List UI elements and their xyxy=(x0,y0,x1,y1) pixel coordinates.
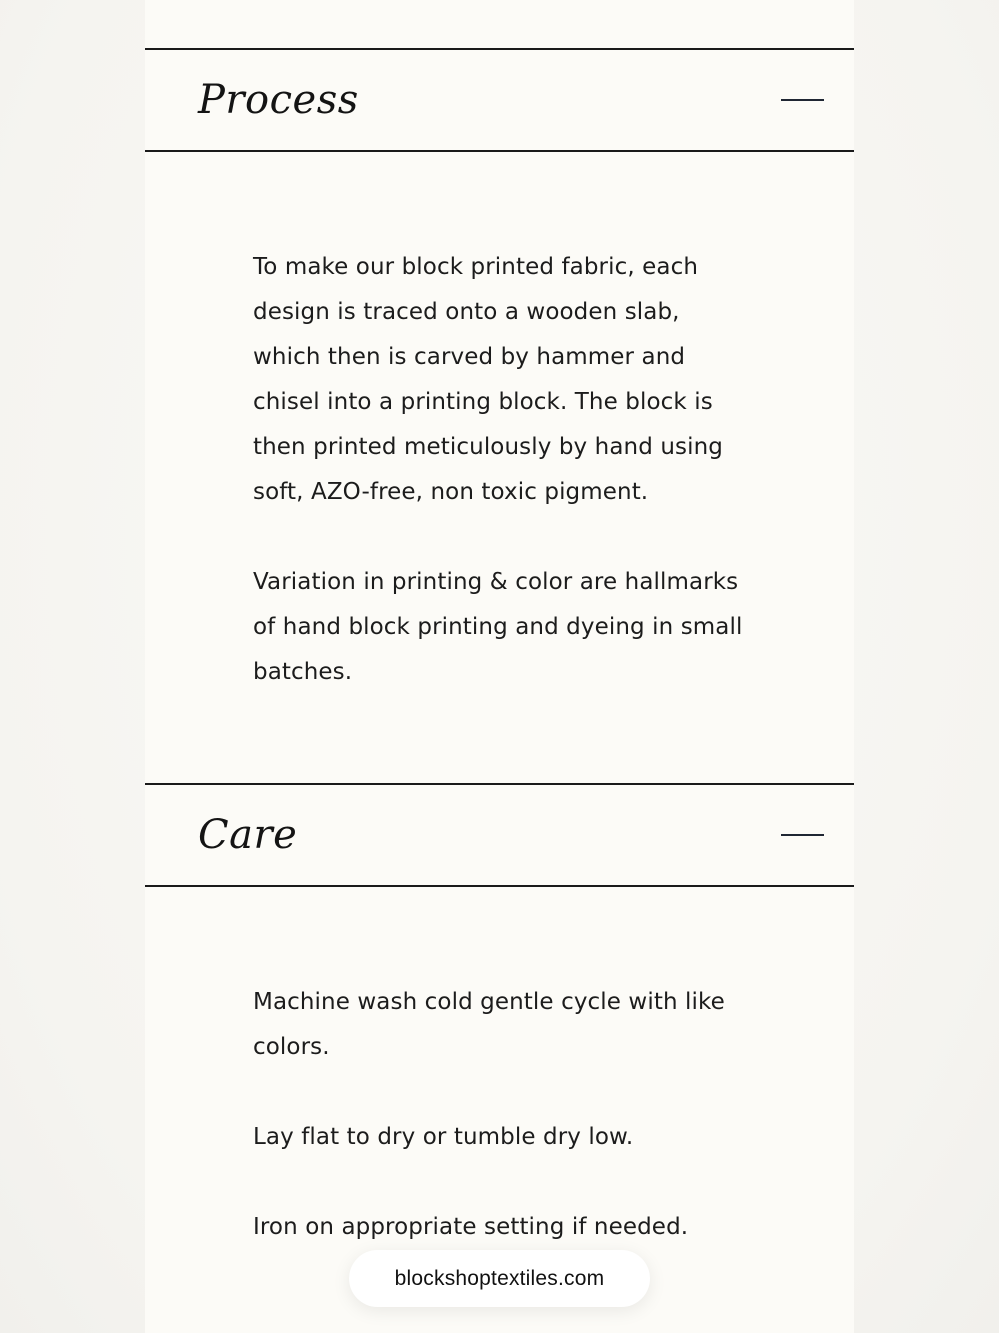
care-content xyxy=(253,980,753,1295)
product-details-panel xyxy=(145,0,854,1333)
care-accordion-header[interactable] xyxy=(145,783,854,887)
process-content xyxy=(253,245,753,740)
process-title: Process xyxy=(198,77,359,123)
url-text: blockshoptextiles.com xyxy=(394,1266,605,1290)
care-title: Care xyxy=(198,812,298,858)
care-paragraph-1: Machine wash cold gentle cycle with like colors. xyxy=(253,989,725,1060)
minus-icon[interactable] xyxy=(781,99,824,101)
process-paragraph-2: Variation in printing & color are hallmarks of hand block printing and dyeing in small batches. xyxy=(253,569,743,685)
care-paragraph-3: Iron on appropriate setting if needed. xyxy=(253,1214,689,1240)
process-accordion-header[interactable] xyxy=(145,48,854,152)
address-bar-pill[interactable] xyxy=(349,1250,650,1307)
minus-icon[interactable] xyxy=(781,834,824,836)
care-paragraph-2: Lay flat to dry or tumble dry low. xyxy=(253,1124,634,1150)
process-paragraph-1: To make our block printed fabric, each design is traced onto a wooden slab, which then is carved by hammer and chisel into a printing block. The block is then printed meticulously by hand using soft, AZO-free, non toxic pigment. xyxy=(253,254,723,505)
